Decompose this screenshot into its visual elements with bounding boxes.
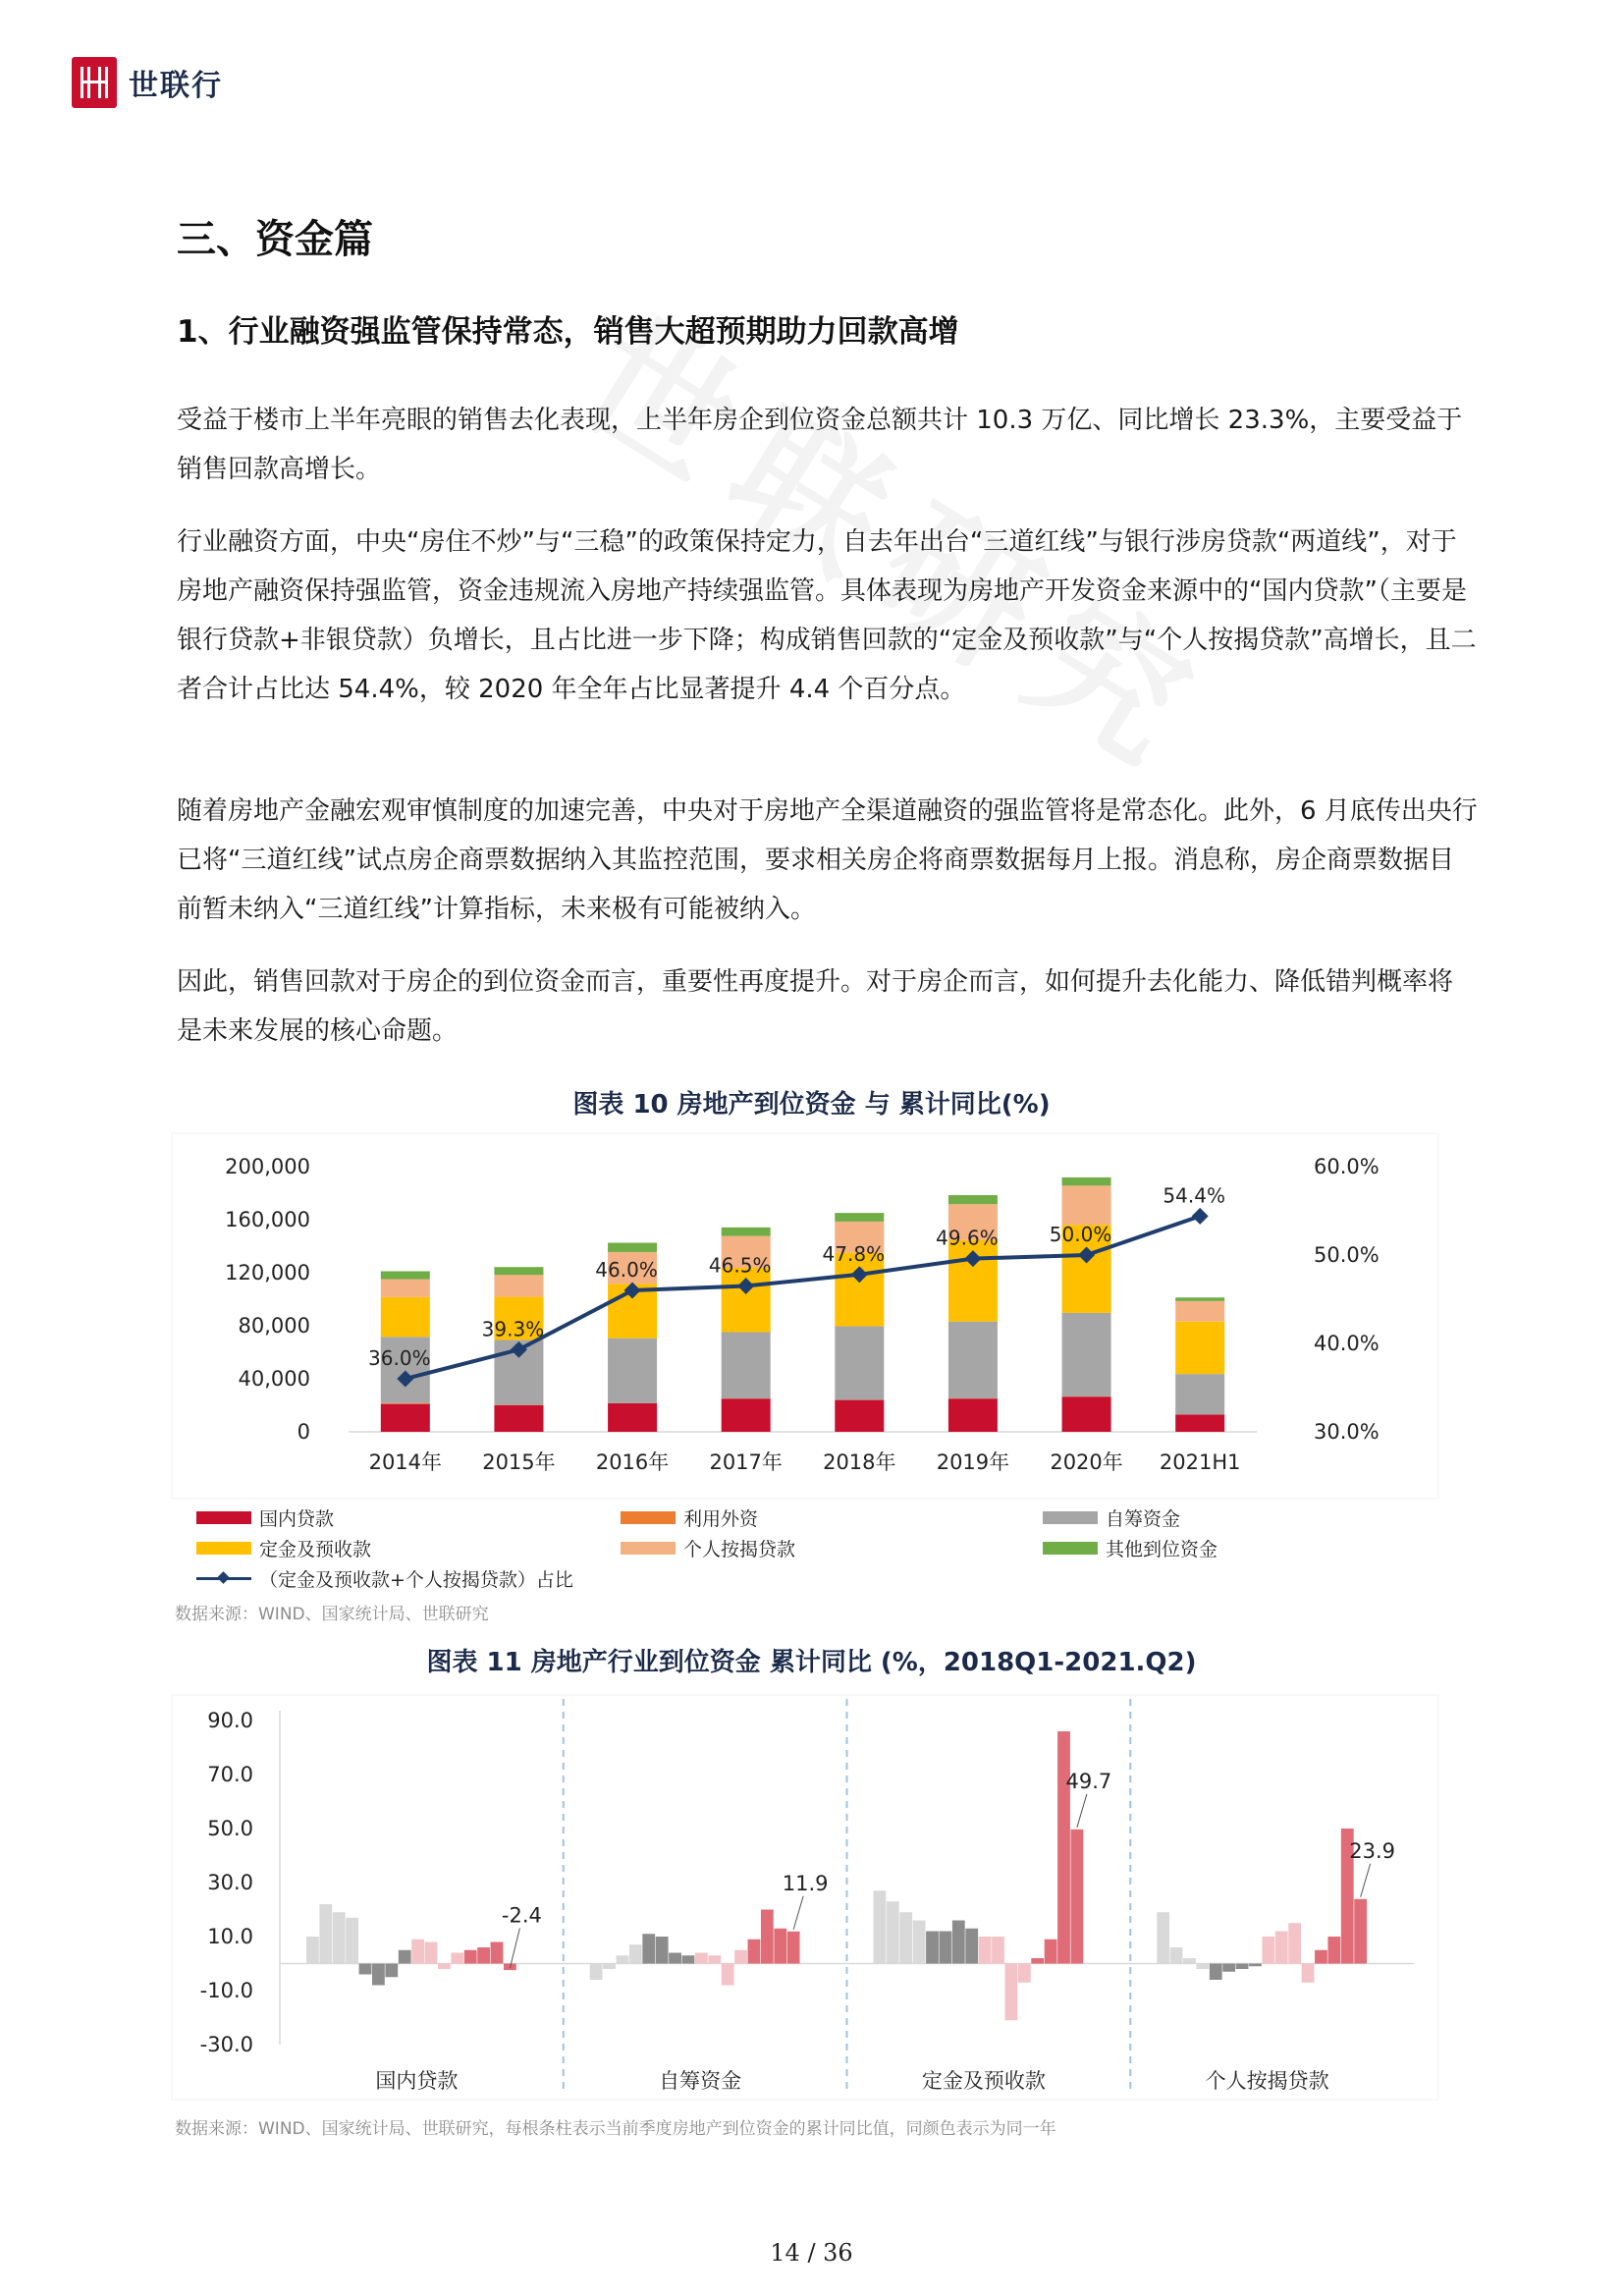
figure11-bar-国内贷款 xyxy=(372,1964,385,1986)
figure11-bar-定金及预收款 xyxy=(887,1901,899,1963)
figure11-bar-自筹资金 xyxy=(669,1953,681,1964)
figure10-legend-item xyxy=(196,1565,573,1592)
figure10-bar-自筹资金 xyxy=(948,1322,998,1398)
figure11-bar-定金及预收款 xyxy=(992,1937,1004,1964)
figure11-bar-自筹资金 xyxy=(774,1929,786,1964)
figure10-y-right-tick: 30.0% xyxy=(1314,1420,1380,1444)
figure11-frame xyxy=(172,1695,1438,2100)
figure11-bar-定金及预收款 xyxy=(979,1937,992,1964)
figure10-bar-个人按揭贷款 xyxy=(381,1280,430,1297)
figure10-bar-其他到位资金 xyxy=(835,1213,884,1222)
figure11-source: 数据来源：WIND、国家统计局、世联研究，每根条柱表示当前季度房地产到位资金的累计同比值，同颜色表示为同一年 xyxy=(175,2119,1056,2139)
figure11-bar-个人按揭贷款 xyxy=(1354,1899,1367,1964)
figure11-y-tick: 70.0 xyxy=(207,1763,253,1786)
figure10-share-label: 46.5% xyxy=(708,1253,772,1278)
figure11-bar-自筹资金 xyxy=(748,1940,761,1964)
figure10-chart xyxy=(0,1129,1623,1503)
figure10-x-tick: 2019年 xyxy=(936,1450,1010,1474)
figure11-bar-国内贷款 xyxy=(411,1940,424,1964)
figure11-bar-定金及预收款 xyxy=(965,1929,978,1964)
brand-logo xyxy=(72,57,223,108)
figure11-bar-自筹资金 xyxy=(761,1910,774,1964)
figure11-bar-自筹资金 xyxy=(629,1944,642,1963)
figure11-group-label: 定金及预收款 xyxy=(921,2069,1046,2093)
figure10-bar-其他到位资金 xyxy=(494,1267,543,1275)
figure10-legend-swatch xyxy=(1043,1542,1098,1555)
figure11-bar-自筹资金 xyxy=(642,1934,655,1963)
figure10-x-tick: 2018年 xyxy=(823,1450,896,1474)
figure10-x-tick: 2021H1 xyxy=(1159,1450,1241,1474)
figure11-bar-国内贷款 xyxy=(451,1953,463,1964)
figure11-y-tick: 90.0 xyxy=(207,1709,253,1732)
figure10-bar-国内贷款 xyxy=(494,1405,543,1432)
figure10-legend-label: 国内贷款 xyxy=(259,1508,335,1530)
figure11-bar-定金及预收款 xyxy=(899,1912,912,1963)
brand-name: 世联行 xyxy=(129,69,223,103)
figure11-bar-自筹资金 xyxy=(590,1964,603,1981)
figure10-frame xyxy=(172,1133,1438,1499)
paragraph-2: 行业融资方面，中央“房住不炒”与“三稳”的政策保持定力，自去年出台“三道红线”与银行涉房贷款“两道线”，对于房地产融资保持强监管，资金违规流入房地产持续强监管。具体表现为房地产开发资金来源中的“国内贷款”（主要是银行贷款+非银贷款）负增长，且占比进一步下降；构成销售回款的“定金及预收款”与“个人按揭贷款”高增长，且二者合计占比达 54.4%，较 2020 年全年占比显著提升 4.4 个百分点。 xyxy=(177,527,1477,704)
figure10-legend-label: 个人按揭贷款 xyxy=(683,1539,796,1560)
figure10-share-label: 39.3% xyxy=(481,1317,545,1341)
figure11-bar-自筹资金 xyxy=(656,1937,669,1964)
figure10-bar-其他到位资金 xyxy=(1062,1177,1111,1185)
figure10-share-label: 54.4% xyxy=(1163,1183,1225,1208)
figure11-bar-国内贷款 xyxy=(477,1947,490,1964)
figure10-bar-国内贷款 xyxy=(1062,1396,1111,1432)
figure11-bar-定金及预收款 xyxy=(940,1932,952,1964)
figure10-bar-定金及预收款 xyxy=(1175,1322,1224,1374)
figure10-legend-item xyxy=(621,1535,795,1561)
figure10-y-right-tick: 40.0% xyxy=(1314,1332,1380,1355)
figure11-bar-个人按揭贷款 xyxy=(1222,1964,1235,1972)
figure10-legend-label: 定金及预收款 xyxy=(259,1539,372,1560)
figure10-x-tick: 2015年 xyxy=(482,1450,556,1474)
figure11-bar-国内贷款 xyxy=(359,1964,372,1975)
figure10-bar-自筹资金 xyxy=(835,1327,884,1400)
figure10-share-label: 50.0% xyxy=(1049,1223,1112,1246)
figure11-y-tick: -30.0 xyxy=(199,2033,253,2056)
figure10-legend-swatch xyxy=(1043,1511,1098,1524)
figure10-y-left-tick: 40,000 xyxy=(238,1367,310,1391)
figure10-bar-个人按揭贷款 xyxy=(494,1275,543,1296)
figure11-bar-国内贷款 xyxy=(438,1964,451,1970)
figure11-bar-个人按揭贷款 xyxy=(1302,1964,1315,1983)
figure11-callout-label: -2.4 xyxy=(501,1903,542,1928)
figure10-legend-label: 自筹资金 xyxy=(1106,1508,1181,1530)
figure10-x-tick: 2016年 xyxy=(595,1450,670,1474)
figure10-y-left-tick: 0 xyxy=(297,1420,310,1444)
figure11-bar-自筹资金 xyxy=(787,1932,800,1964)
figure11-bar-定金及预收款 xyxy=(874,1890,887,1963)
figure11-bar-定金及预收款 xyxy=(952,1921,965,1964)
figure10-legend-item xyxy=(621,1504,758,1531)
figure11-bar-自筹资金 xyxy=(603,1964,616,1970)
subsection-title: 1、行业融资强监管保持常态，销售大超预期助力回款高增 xyxy=(177,314,959,350)
figure11-y-tick: 50.0 xyxy=(207,1817,253,1840)
figure10-legend-line-swatch xyxy=(196,1572,251,1585)
figure11-bar-自筹资金 xyxy=(695,1953,708,1964)
figure11-bar-国内贷款 xyxy=(399,1950,411,1964)
paragraph-1: 受益于楼市上半年亮眼的销售去化表现，上半年房企到位资金总额共计 10.3 万亿、同比增长 23.3%，主要受益于销售回款高增长。 xyxy=(177,406,1463,484)
figure11-y-tick: -10.0 xyxy=(199,1979,253,2002)
figure10-bar-个人按揭贷款 xyxy=(1062,1185,1111,1225)
figure10-bar-国内贷款 xyxy=(835,1400,884,1432)
figure11-bar-个人按揭贷款 xyxy=(1170,1947,1183,1964)
figure11-bar-个人按揭贷款 xyxy=(1262,1937,1274,1964)
figure10-legend-label: （定金及预收款+个人按揭贷款）占比 xyxy=(259,1569,573,1591)
figure10-bar-其他到位资金 xyxy=(1175,1297,1224,1301)
figure11-group-label: 国内贷款 xyxy=(375,2069,459,2093)
figure11-bar-定金及预收款 xyxy=(926,1932,939,1964)
figure10-bar-定金及预收款 xyxy=(381,1297,430,1338)
figure10-y-left-tick: 200,000 xyxy=(225,1155,310,1178)
figure11-bar-个人按揭贷款 xyxy=(1196,1964,1209,1970)
figure11-bar-个人按揭贷款 xyxy=(1288,1923,1301,1963)
figure11-bar-个人按揭贷款 xyxy=(1210,1964,1222,1981)
figure11-bar-国内贷款 xyxy=(491,1942,504,1964)
figure10-bar-国内贷款 xyxy=(381,1404,430,1432)
figure11-bar-定金及预收款 xyxy=(1005,1964,1018,2021)
figure10-legend-item xyxy=(1043,1504,1180,1531)
figure10-bar-个人按揭贷款 xyxy=(1175,1301,1224,1322)
figure11-title: 图表 11 房地产行业到位资金 累计同比 (%，2018Q1-2021.Q2) xyxy=(426,1648,1197,1677)
figure10-legend-item xyxy=(196,1535,371,1561)
figure11-bar-定金及预收款 xyxy=(1057,1731,1070,1964)
figure11-bar-国内贷款 xyxy=(385,1964,398,1978)
figure10-bar-其他到位资金 xyxy=(381,1272,430,1280)
figure10-x-tick: 2020年 xyxy=(1050,1450,1123,1474)
page-number: 14 / 36 xyxy=(770,2239,853,2267)
figure11-bar-自筹资金 xyxy=(617,1955,629,1963)
figure11-bar-国内贷款 xyxy=(425,1942,438,1964)
figure11-bar-个人按揭贷款 xyxy=(1183,1958,1196,1964)
figure10-bar-国内贷款 xyxy=(1175,1414,1224,1432)
figure11-bar-个人按揭贷款 xyxy=(1327,1937,1340,1964)
figure11-bar-自筹资金 xyxy=(682,1955,695,1963)
figure11-bar-个人按揭贷款 xyxy=(1315,1950,1327,1964)
figure10-legend-swatch xyxy=(196,1511,251,1524)
figure11-bar-个人按揭贷款 xyxy=(1249,1964,1262,1967)
figure10-legend-label: 其他到位资金 xyxy=(1106,1539,1218,1560)
figure11-bar-国内贷款 xyxy=(464,1950,477,1964)
figure10-share-label: 36.0% xyxy=(368,1346,431,1370)
figure11-chart xyxy=(0,1691,1623,2104)
figure11-bar-个人按揭贷款 xyxy=(1275,1932,1288,1964)
figure11-bar-自筹资金 xyxy=(708,1955,721,1963)
figure10-bar-其他到位资金 xyxy=(948,1195,998,1204)
figure11-bar-个人按揭贷款 xyxy=(1236,1964,1249,1970)
figure11-callout-label: 23.9 xyxy=(1349,1838,1396,1863)
figure10-x-tick: 2017年 xyxy=(709,1450,783,1474)
section-title: 三、资金篇 xyxy=(177,217,373,262)
figure10-share-label: 46.0% xyxy=(595,1258,658,1282)
figure11-group-label: 自筹资金 xyxy=(659,2069,742,2093)
figure11-bar-自筹资金 xyxy=(722,1964,734,1986)
figure10-bar-国内贷款 xyxy=(608,1403,657,1432)
figure10-legend-swatch xyxy=(621,1511,676,1524)
figure10-y-left-tick: 120,000 xyxy=(225,1261,310,1285)
figure10-title: 图表 10 房地产到位资金 与 累计同比(%) xyxy=(572,1090,1051,1120)
figure11-callout-label: 49.7 xyxy=(1065,1769,1112,1793)
figure10-legend-item xyxy=(196,1504,334,1531)
figure10-bar-自筹资金 xyxy=(722,1332,771,1398)
figure11-bar-自筹资金 xyxy=(734,1950,747,1964)
logo-mark-icon xyxy=(72,57,117,108)
figure11-bar-定金及预收款 xyxy=(1071,1830,1084,1964)
figure11-bar-定金及预收款 xyxy=(913,1921,926,1964)
figure11-bar-国内贷款 xyxy=(333,1912,346,1963)
figure10-y-right-tick: 50.0% xyxy=(1314,1243,1380,1267)
figure10-bar-其他到位资金 xyxy=(722,1228,771,1236)
paragraph-4: 因此，销售回款对于房企的到位资金而言，重要性再度提升。对于房企而言，如何提升去化能力、降低错判概率将是未来发展的核心命题。 xyxy=(177,967,1454,1046)
figure11-bar-国内贷款 xyxy=(346,1918,358,1964)
figure11-y-tick: 30.0 xyxy=(207,1871,253,1894)
figure10-y-left-tick: 80,000 xyxy=(238,1314,310,1338)
figure10-bar-自筹资金 xyxy=(1175,1374,1224,1414)
figure11-bar-国内贷款 xyxy=(306,1937,319,1964)
figure10-bar-自筹资金 xyxy=(1062,1313,1111,1396)
figure10-bar-自筹资金 xyxy=(608,1339,657,1403)
figure11-bar-个人按揭贷款 xyxy=(1157,1912,1169,1963)
figure10-legend-item xyxy=(1043,1535,1217,1561)
figure10-y-right-tick: 60.0% xyxy=(1314,1155,1380,1178)
figure11-bar-定金及预收款 xyxy=(1031,1958,1044,1964)
figure10-legend-swatch xyxy=(196,1542,251,1555)
figure11-bar-定金及预收款 xyxy=(1018,1964,1031,1983)
figure10-share-label: 47.8% xyxy=(822,1241,886,1266)
figure10-bar-利用外资 xyxy=(381,1403,430,1404)
figure11-y-tick: 10.0 xyxy=(207,1925,253,1948)
figure11-group-label: 个人按揭贷款 xyxy=(1205,2069,1329,2093)
figure10-source: 数据来源：WIND、国家统计局、世联研究 xyxy=(175,1605,489,1624)
figure10-bar-定金及预收款 xyxy=(722,1268,771,1332)
figure10-legend-swatch xyxy=(621,1542,676,1555)
figure11-bar-定金及预收款 xyxy=(1045,1940,1057,1964)
figure10-y-left-tick: 160,000 xyxy=(225,1208,310,1231)
figure10-x-tick: 2014年 xyxy=(368,1450,443,1474)
figure10-bar-其他到位资金 xyxy=(608,1242,657,1251)
paragraph-3: 随着房地产金融宏观审慎制度的加速完善，中央对于房地产全渠道融资的强监管将是常态化。此外，6 月底传出央行已将“三道红线”试点房企商票数据纳入其监控范围，要求相关房企将商票数据每月上报。消息称，房企商票数据目前暂未纳入“三道红线”计算指标，未来极有可能被纳入。 xyxy=(177,796,1478,924)
figure10-bar-国内贷款 xyxy=(722,1398,771,1432)
figure11-callout-label: 11.9 xyxy=(782,1871,829,1895)
figure10-bar-国内贷款 xyxy=(948,1398,998,1432)
figure10-legend xyxy=(196,1504,1325,1595)
figure10-share-label: 49.6% xyxy=(936,1226,999,1250)
figure11-bar-国内贷款 xyxy=(319,1904,332,1964)
figure10-legend-label: 利用外资 xyxy=(683,1508,759,1530)
